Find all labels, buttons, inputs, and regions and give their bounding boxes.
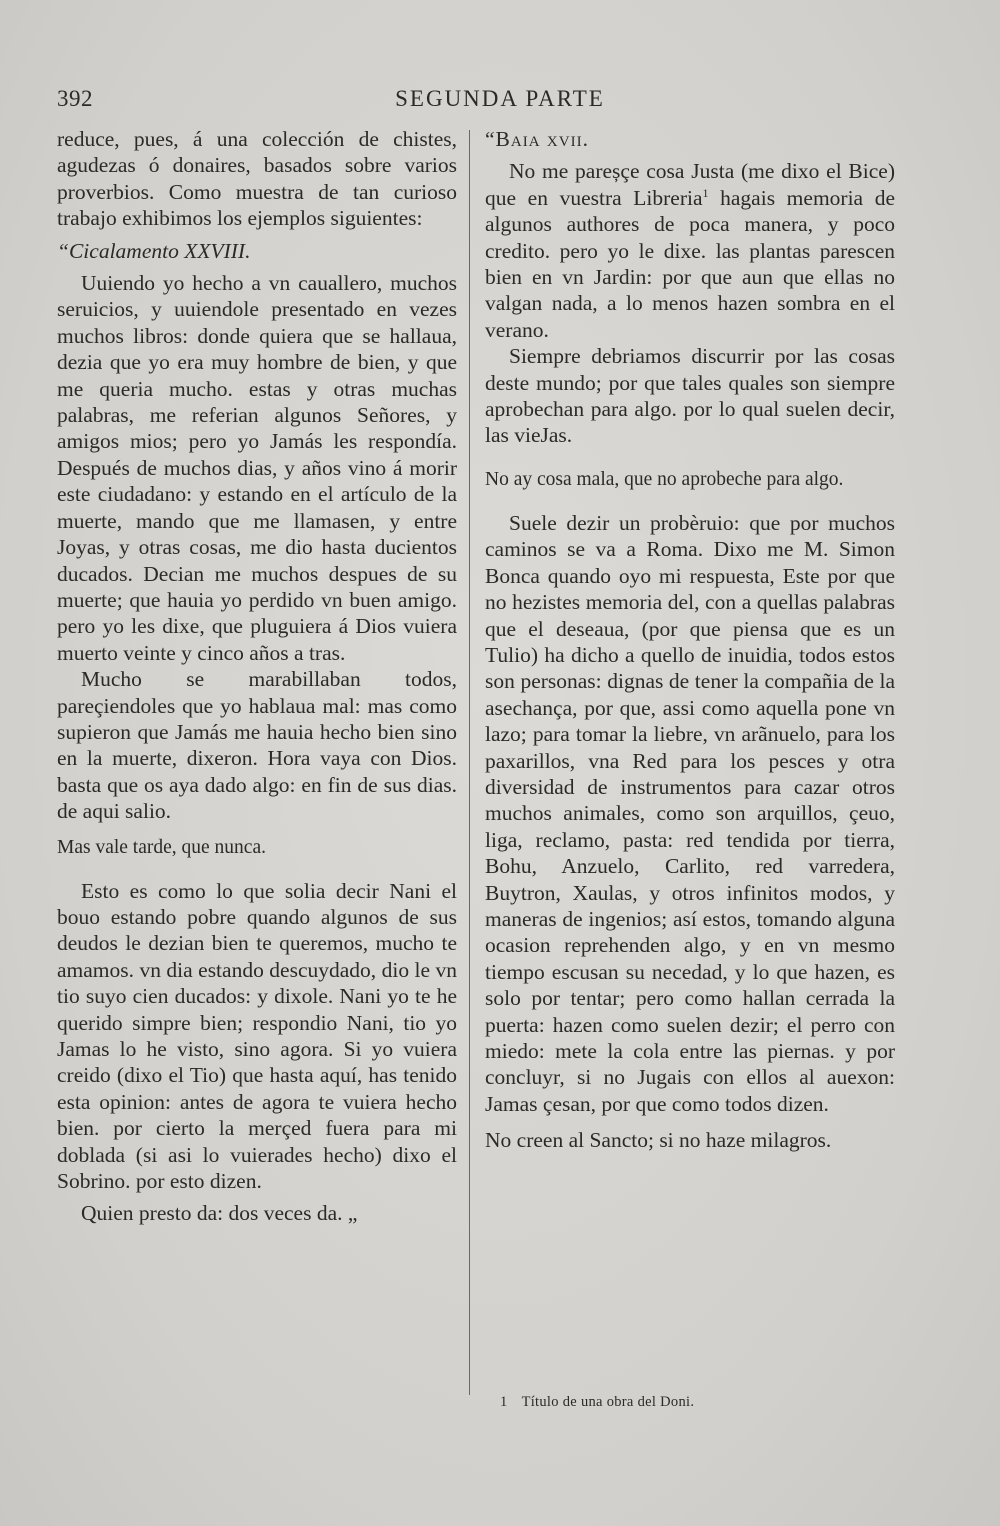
column-divider — [469, 130, 470, 1395]
footnote-number: 1 — [500, 1394, 508, 1410]
paragraph: Mucho se marabillaban todos, pareçiendoles que yo hablaua mal: mas como supieron que Jamás me hauia hecho bien sino en la muerte, dixeron. Hora vaya con Dios. basta que os aya dado algo: en fin de sus dias. de aqui salio. — [57, 667, 457, 824]
proverb: Mas vale tarde, que nunca. — [57, 836, 266, 858]
paragraph: No me pareșçe cosa Justa (me dixo el Bice) que en vuestra Libreria$^1$ hagais memoria de algunos authores de poca manera, y poco credito. pero yo le dixe. las plantas parescen bien en vn Jardin: por que aun que ellas no valgan nada, a lo menos hazen sombra en el verano. — [485, 159, 896, 342]
intro-paragraph: reduce, pues, á una colección de chistes, agudezas ó donaires, basados sobre varios proverbios. Como muestra de tan curioso trabajo exhibimos los ejemplos siguientes: — [57, 127, 457, 231]
section-heading-cicalamento: “Cicalamento XXVIII. — [57, 238, 251, 263]
left-column — [57, 126, 457, 1227]
closing-proverb: Quien presto da: dos veces da. „ — [81, 1201, 358, 1226]
footnote-text: Título de una obra del Doni. — [521, 1394, 695, 1410]
closing-proverb: No creen al Sancto; si no haze milagros. — [485, 1128, 832, 1153]
footnote-reference: 1 — [702, 185, 709, 200]
running-head: SEGUNDA PARTE — [395, 86, 605, 111]
paragraph: Esto es como lo que solia decir Nani el bouo estando pobre quando algunos de sus deudos le dezian bien te queremos, mucho te amamos. vn dia estando descuydado, dio le vn tio suyo cien ducados: y dixole. Nani yo te he querido simpre bien; respondio Nani, tio yo Jamas lo he visto, sino agora. Si yo vuiera creido (dixo el Tio) que hasta aquí, has tenido esta opinion: antes de agora te vuiera hecho bien. por cierto la merçed fuera para mi doblada (si asi lo vuierades hecho) dixo el Sobrino. por esto dizen. — [57, 878, 457, 1194]
section-heading-baia: “Baia xvii. — [485, 127, 589, 151]
footnote — [500, 1394, 694, 1411]
right-column — [485, 126, 895, 1154]
paragraph: Uuiendo yo hecho a vn cauallero, muchos seruicios, y uuiendole presentado en vezes muchos libros: donde quiera que se hallaua, dezia que yo era muy hombre de bien, y que me queria mucho. estas y otras muchas palabras, me referian algunos Señores, y amigos mios; pero yo Jamás les respondía. Después de muchos dias, y años vino á morir este ciudadano: y estando en el artículo de la muerte, mando que me llamasen, y entre Joyas, y otras cosas, me dio hasta ducientos ducados. Decian me muchos despues de su muerte; que hauia yo perdido vn buen amigo. pero yo les dixe, que pluguiera á Dios vuiera muerto veinte y cinco años a tras. — [57, 271, 457, 665]
page-number: 392 — [57, 86, 93, 111]
paragraph: Siempre debriamos discurrir por las cosas deste mundo; por que tales quales son siempre aprobechan para algo. por lo qual suelen decir, las vieJas. — [485, 344, 895, 448]
proverb: No ay cosa mala, que no aprobeche para algo. — [485, 468, 844, 490]
paragraph: Suele dezir un probèruio: que por muchos caminos se va a Roma. Dixo me M. Simon Bonca quando oyo mi respuesta, Este por que no hezistes memoria del, con a quellas palabras que el deseaua, (por que piensa que es un Tulio) ha dicho a quello de inuidia, todos estos son personas: dignas de tener la compañia de la asechança, por que, assi como aquella pone vn lazo; para tomar la liebre, vn arãnuelo, para los paxarillos, vna Red para los pesces y otra diversidad de instrumentos para cazar otros muchos animales, como son arquillos, çeuo, liga, reclamo, pasta: red tendida por tierra, Bohu, Anzuelo, Carlito, red varredera, Buytron, Xaulas, y otros infinitos modos, y maneras de ingenios; así estos, tomando alguna ocasion reprehenden algo, y en vn mesmo tiempo escusan su necedad, y lo que hazen, es solo por tentar; pero como hallan cerrada la puerta: hazen como suelen dezir; el perro con miedo: mete la cola entre las piernas. y por concluyr, si no Jugais con ellos al auexon: Jamas çesan, por que como todos dizen. — [485, 510, 895, 1116]
